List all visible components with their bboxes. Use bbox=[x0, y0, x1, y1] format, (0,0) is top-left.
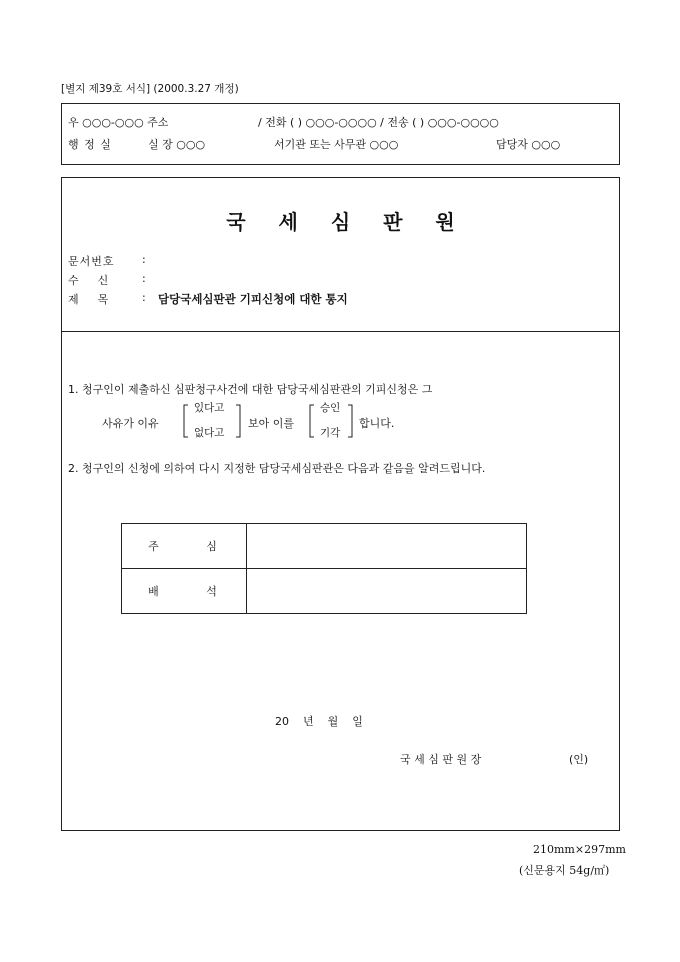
seal-label: (인) bbox=[569, 753, 589, 766]
middle-text: 보아 이를 bbox=[248, 417, 295, 430]
header-box bbox=[61, 103, 620, 165]
phone-label: / 전화 ( ) ○○○-○○○○ / 전송 ( ) ○○○-○○○○ bbox=[258, 116, 499, 129]
reason-bracket bbox=[182, 400, 242, 442]
table-value bbox=[247, 524, 527, 569]
paragraph-1-cont: 사유가 이유 bbox=[102, 417, 159, 430]
paper-size: 210mm×297mm bbox=[533, 843, 626, 856]
section-divider bbox=[62, 331, 619, 332]
date-line: 20 년 월 일 bbox=[275, 715, 363, 728]
recipient-label: 수 신 bbox=[68, 274, 110, 287]
chief-label: 실 장 ○○○ bbox=[148, 138, 206, 151]
paragraph-2: 2. 청구인의 신청에 의하여 다시 지정한 담당국세심판관은 다음과 같음을 알려드립니다. bbox=[68, 462, 486, 475]
option-yes: 있다고 bbox=[194, 402, 225, 414]
decision-bracket bbox=[308, 400, 354, 442]
staff-label: 담당자 ○○○ bbox=[496, 138, 561, 151]
clerk-label: 서기관 또는 사무관 ○○○ bbox=[274, 138, 399, 151]
paragraph-1: 1. 청구인이 제출하신 심판청구사건에 대한 담당국세심판관의 기피신청은 그 bbox=[68, 383, 433, 396]
judge-table bbox=[121, 523, 527, 614]
table-key: 주 심 bbox=[122, 524, 247, 569]
option-approve: 승인 bbox=[320, 402, 341, 414]
paper-type: (신문용지 54g/㎡) bbox=[519, 864, 610, 877]
subject-value: 담당국세심판관 기피신청에 대한 통지 bbox=[158, 292, 348, 306]
doc-number-colon: : bbox=[142, 253, 146, 266]
table-key: 배 석 bbox=[122, 569, 247, 614]
recipient-colon: : bbox=[142, 272, 146, 285]
subject-colon: : bbox=[142, 291, 146, 304]
doc-number-label: 문서번호 bbox=[68, 255, 115, 268]
page-title: 국 세 심 판 원 bbox=[226, 210, 455, 234]
table-row bbox=[122, 524, 527, 569]
dept-label: 행 정 실 bbox=[68, 138, 112, 151]
document-body bbox=[61, 177, 620, 831]
table-value bbox=[247, 569, 527, 614]
option-reject: 기각 bbox=[320, 427, 341, 439]
table-row bbox=[122, 569, 527, 614]
option-no: 없다고 bbox=[194, 427, 225, 439]
signer-label: 국 세 심 판 원 장 bbox=[400, 753, 482, 766]
form-label: [별지 제39호 서식] (2000.3.27 개정) bbox=[61, 83, 239, 95]
address-label: 우 ○○○-○○○ 주소 bbox=[68, 116, 169, 129]
subject-label: 제 목 bbox=[68, 293, 110, 306]
end-text: 합니다. bbox=[359, 417, 395, 430]
